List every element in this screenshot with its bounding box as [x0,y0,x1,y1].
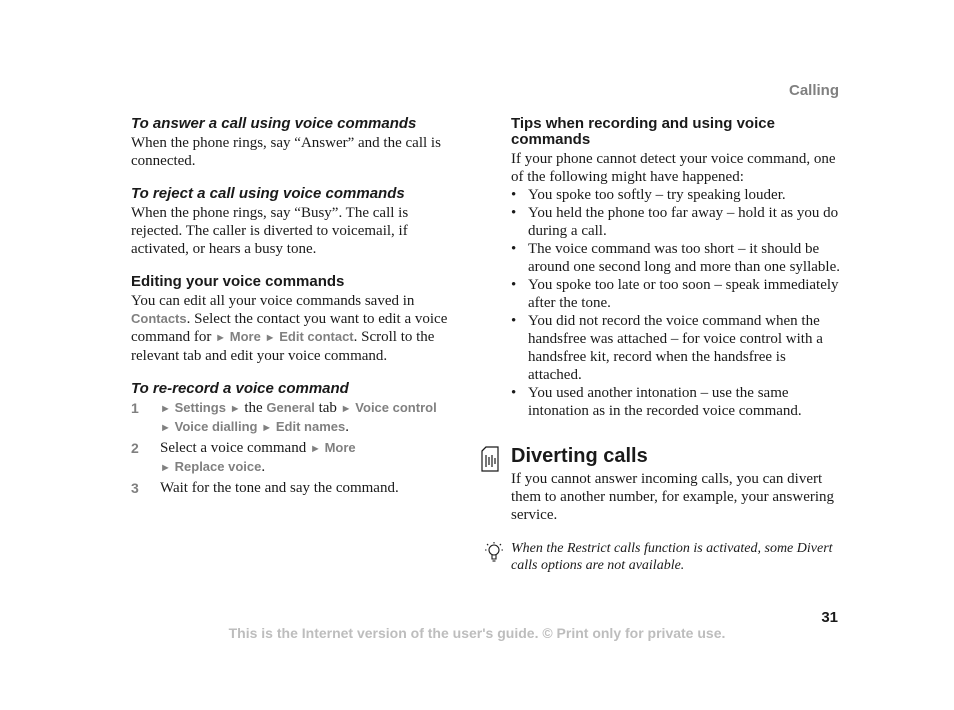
network-service-icon [480,445,502,473]
rerecord-heading: To re-record a voice command [131,380,349,397]
step-2 [131,439,453,477]
editing-text-2: . Select the contact you want to edit a voice command for [131,311,448,345]
bullet-icon: • [511,205,517,221]
list-item-text: You did not record the voice command when the handsfree was attached – for voice control with a handsfree kit, record when the handsfree is attached. [528,313,823,383]
list-item [511,276,841,312]
ui-edit-names: Edit names [275,419,346,434]
arrow-icon: ► [229,403,241,415]
editing-heading: Editing your voice commands [131,273,345,290]
step-text: the [240,400,267,416]
ui-edit-contact: Edit contact [279,329,354,344]
list-item [511,384,841,420]
lightbulb-icon [484,541,504,563]
list-item-text: You held the phone too far away – hold it as you do during a call. [528,205,839,239]
reject-section [131,186,453,258]
footer-notice: This is the Internet version of the user's guide. © Print only for private use. [228,625,726,641]
tips-intro: If your phone cannot detect your voice command, one of the following might have happened: [511,151,836,185]
ui-voice-dialling: Voice dialling [174,419,258,434]
step-text: Wait for the tone and say the command. [160,480,399,496]
answer-section [131,116,453,170]
step-number: 1 [131,400,139,416]
tip-text: When the Restrict calls function is activated, some Divert calls options are not available. [511,541,833,573]
page-number: 31 [821,609,838,626]
ui-replace-voice: Replace voice [174,459,262,474]
list-item [511,204,841,240]
diverting-body: If you cannot answer incoming calls, you can divert them to another number, for example, your answering service. [511,471,835,523]
arrow-icon: ► [309,443,321,455]
arrow-icon: ► [264,332,276,344]
reject-heading: To reject a call using voice commands [131,185,405,202]
list-item-text: The voice command was too short – it should be around one second long and more than one syllable. [528,241,840,275]
ui-voice-control: Voice control [355,400,437,415]
arrow-icon: ► [160,403,171,415]
rerecord-steps [131,399,453,497]
step-text: . [345,419,349,435]
tips-list [511,186,841,420]
left-column [131,116,453,513]
list-item [511,240,841,276]
bullet-icon: • [511,313,517,329]
ui-general: General [266,400,315,415]
list-item-text: You spoke too softly – try speaking louder. [528,187,786,203]
editing-text-1: You can edit all your voice commands saved in [131,293,415,309]
bullet-icon: • [511,241,517,257]
bullet-icon: • [511,385,517,401]
editing-body [131,292,453,365]
arrow-icon: ► [215,332,227,344]
tips-section [511,116,841,420]
tip-note [511,540,841,574]
ui-contacts: Contacts [131,311,187,326]
running-header: Calling [788,82,839,99]
arrow-icon: ► [160,422,171,434]
list-item-text: You used another intonation – use the same intonation as in the recorded voice command. [528,385,802,419]
ui-settings: Settings [174,400,226,415]
step-3 [131,479,453,497]
answer-body: When the phone rings, say “Answer” and the call is connected. [131,135,441,169]
list-item [511,312,841,384]
step-text: Select a voice command [160,440,310,456]
list-item [511,186,841,204]
step-number: 2 [131,440,139,456]
arrow-icon: ► [261,422,273,434]
answer-heading: To answer a call using voice commands [131,115,417,132]
step-1 [131,399,453,437]
step-text: . [261,459,266,475]
bullet-icon: • [511,187,517,203]
ui-more: More [229,329,261,344]
list-item-text: You spoke too late or too soon – speak immediately after the tone. [528,277,839,311]
arrow-icon: ► [160,462,171,474]
reject-body: When the phone rings, say “Busy”. The call is rejected. The caller is diverted to voicemail, if activated, or hears a busy tone. [131,205,409,257]
diverting-section [511,444,841,524]
ui-more: More [324,440,356,455]
editing-text-3: . Scroll to the relevant tab and edit your voice command. [131,329,435,364]
right-column [511,116,841,574]
step-text: tab [314,400,341,416]
arrow-icon: ► [340,403,352,415]
tips-heading: Tips when recording and using voice commands [511,115,775,148]
bullet-icon: • [511,277,517,293]
step-number: 3 [131,480,139,496]
editing-section [131,274,453,365]
rerecord-section [131,381,453,497]
diverting-heading: Diverting calls [511,445,648,467]
